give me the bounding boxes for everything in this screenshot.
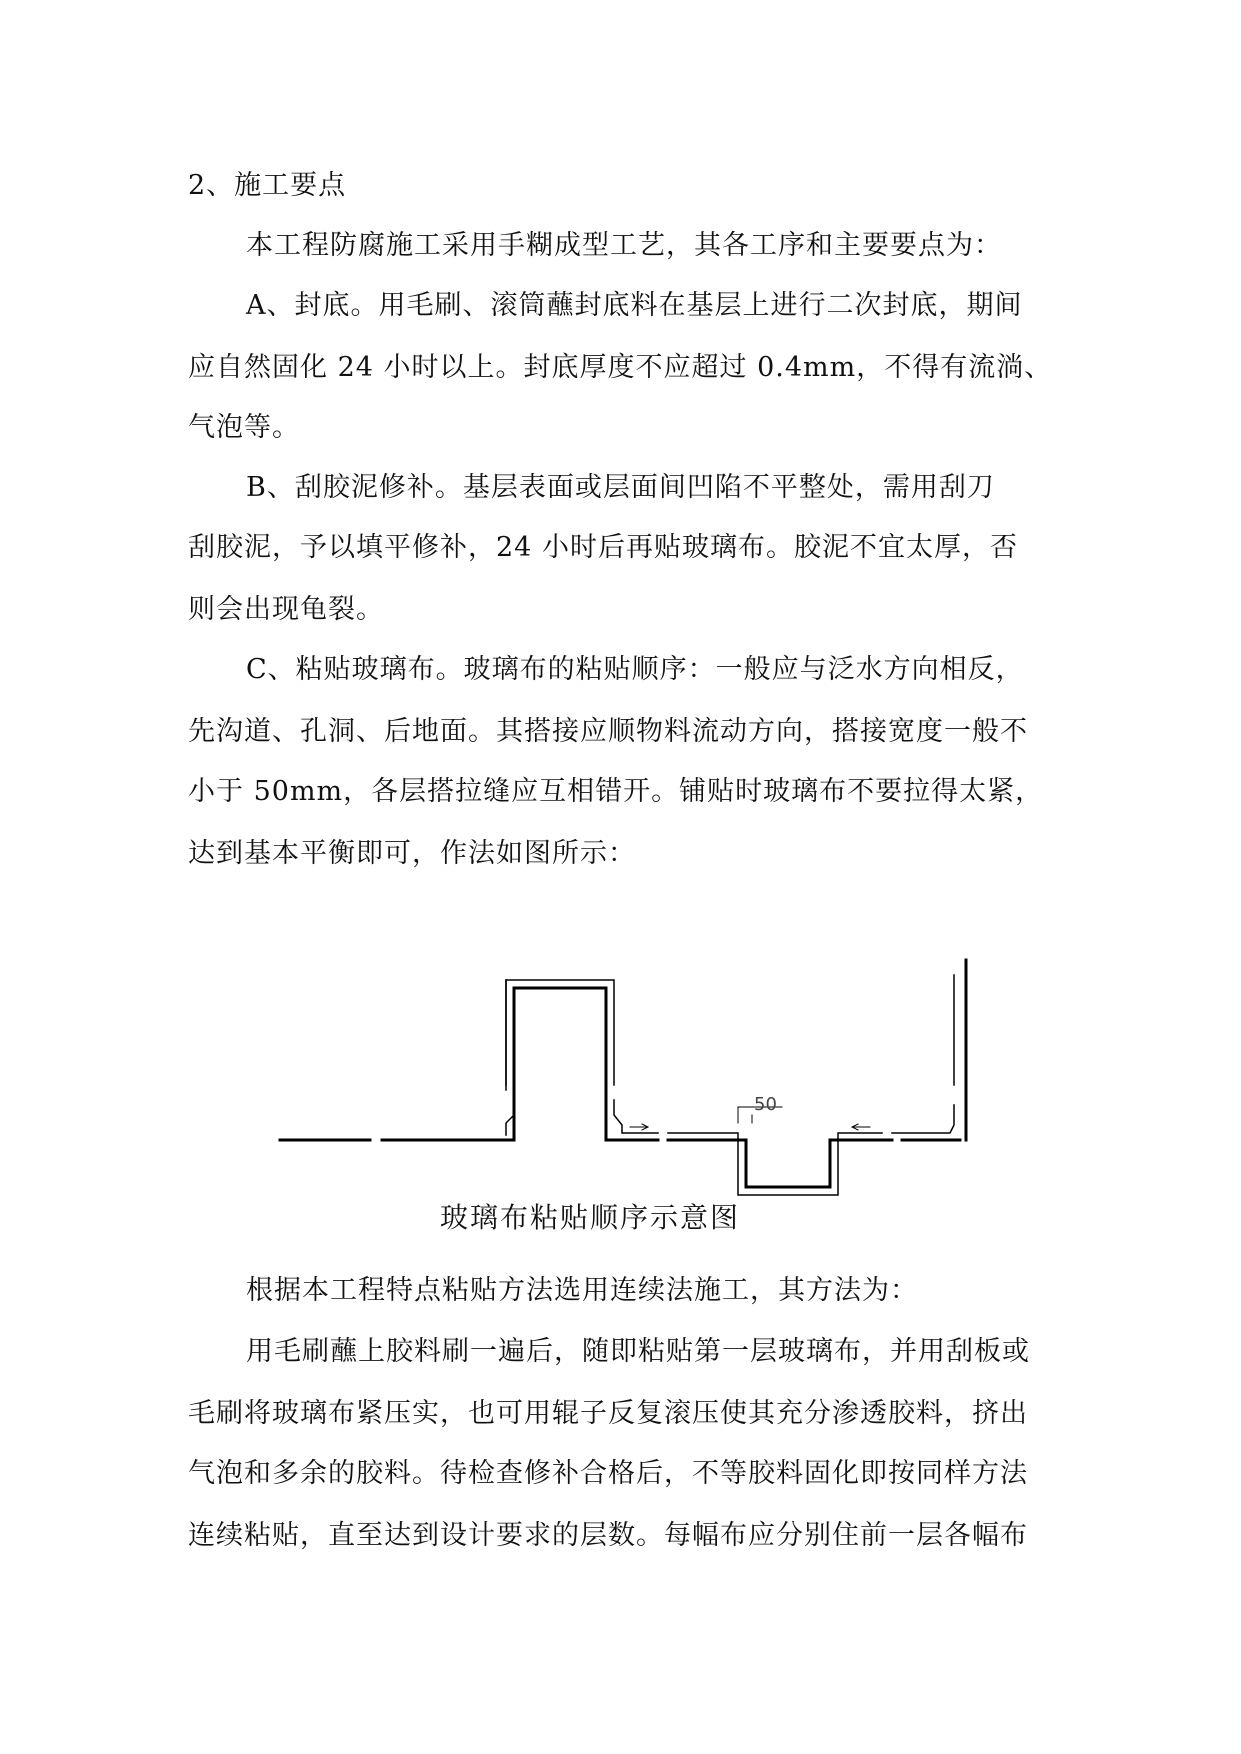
glass-cloth-layer — [506, 975, 954, 1195]
paragraph-line: 则会出现龟裂。 — [188, 594, 384, 625]
paragraph-line: 毛刷将玻璃布紧压实，也可用辊子反复滚压使其充分渗透胶料，挤出 — [188, 1398, 1028, 1429]
arrow-left — [630, 1124, 648, 1130]
paragraph-line: 连续粘贴，直至达到设计要求的层数。每幅布应分别住前一层各幅布 — [188, 1520, 1028, 1551]
substrate-outline — [280, 988, 960, 1187]
figure-caption: 玻璃布粘贴顺序示意图 — [440, 1201, 741, 1234]
paragraph-line: 用毛刷蘸上胶料刷一遍后，随即粘贴第一层玻璃布，并用刮板或 — [246, 1336, 1030, 1367]
paragraph-line: A、封底。用毛刷、滚筒蘸封底料在基层上进行二次封底，期间 — [246, 290, 1023, 321]
paragraph-line: 小于 50mm，各层搭拉缝应互相错开。铺贴时玻璃布不要拉得太紧， — [188, 776, 1044, 807]
paragraph-line: 达到基本平衡即可，作法如图所示： — [188, 838, 636, 869]
dimension-label: 50 — [754, 1094, 777, 1115]
paragraph-line: 本工程防腐施工采用手糊成型工艺，其各工序和主要要点为： — [246, 230, 1002, 261]
paragraph-line: 先沟道、孔洞、后地面。其搭接应顺物料流动方向，搭接宽度一般不 — [188, 716, 1028, 747]
section-heading: 2、施工要点 — [188, 170, 347, 201]
paragraph-line: B、刮胶泥修补。基层表面或层面间凹陷不平整处，需用刮刀 — [246, 472, 995, 503]
arrow-right — [852, 1124, 870, 1130]
paragraph-line: 气泡等。 — [188, 412, 300, 443]
paragraph-line: 根据本工程特点粘贴方法选用连续法施工，其方法为： — [246, 1275, 918, 1306]
paragraph-line: 应自然固化 24 小时以上。封底厚度不应超过 0.4mm，不得有流淌、 — [188, 352, 1053, 383]
paragraph-line: 气泡和多余的胶料。待检查修补合格后，不等胶料固化即按同样方法 — [188, 1458, 1028, 1489]
paragraph-line: C、粘贴玻璃布。玻璃布的粘贴顺序：一般应与泛水方向相反， — [246, 654, 1024, 685]
paragraph-line: 刮胶泥，予以填平修补，24 小时后再贴玻璃布。胶泥不宜太厚，否 — [188, 532, 1018, 563]
